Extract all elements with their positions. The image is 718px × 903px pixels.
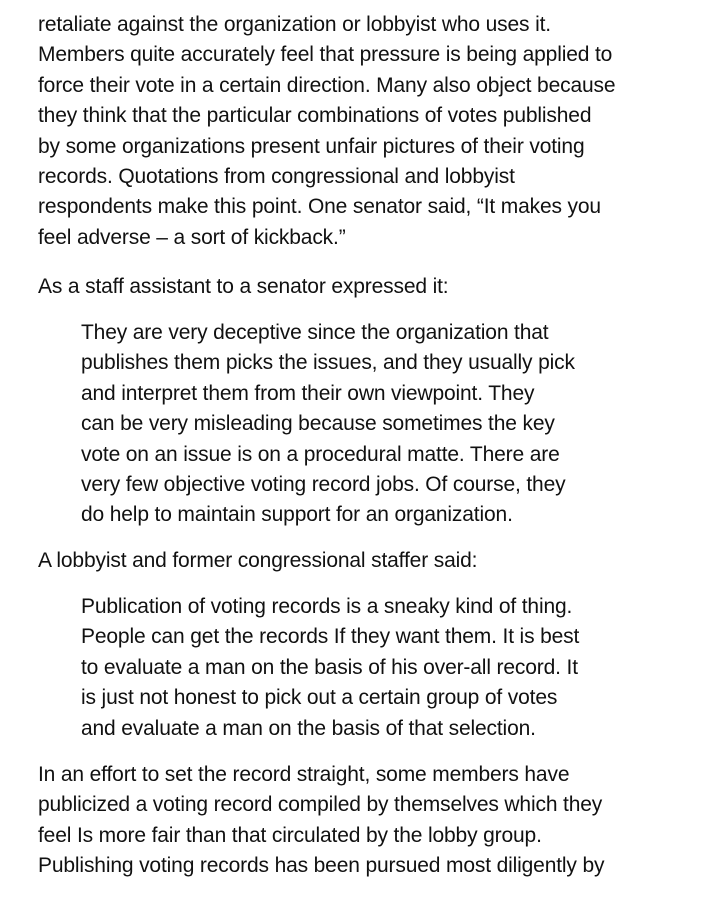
quote-line: People can get the records If they want them. It is best bbox=[81, 625, 580, 649]
quote-line: and evaluate a man on the basis of that selection. bbox=[81, 716, 536, 740]
text-line: Members quite accurately feel that pressure is being applied to bbox=[38, 43, 613, 67]
quote-line: and interpret them from their own viewpoint. They bbox=[81, 381, 535, 405]
quote-line: do help to maintain support for an organization. bbox=[81, 503, 513, 527]
text-line: retaliate against the organization or lobbyist who uses it. bbox=[38, 13, 551, 36]
text-line: As a staff assistant to a senator expressed it: bbox=[38, 275, 449, 298]
quote-line: is just not honest to pick out a certain group of votes bbox=[81, 686, 558, 710]
text-line: feel Is more fair than that circulated by the lobby group. bbox=[38, 823, 542, 847]
body-paragraph-2 bbox=[38, 272, 698, 302]
block-quote-1 bbox=[81, 318, 701, 531]
quote-line: can be very misleading because sometimes the key bbox=[81, 412, 555, 436]
quote-line: Publication of voting records is a sneaky kind of thing. bbox=[81, 595, 573, 618]
quote-line: vote on an issue is on a procedural matte. There are bbox=[81, 442, 560, 466]
text-line: A lobbyist and former congressional staffer said: bbox=[38, 549, 478, 572]
text-line: Publishing voting records has been pursued most diligently by bbox=[38, 854, 605, 878]
body-paragraph-4 bbox=[38, 760, 698, 882]
text-line: they think that the particular combinations of votes published bbox=[38, 104, 592, 128]
body-paragraph-3 bbox=[38, 546, 698, 576]
text-line: In an effort to set the record straight, some members have bbox=[38, 763, 570, 786]
quote-line: publishes them picks the issues, and they usually pick bbox=[81, 351, 575, 375]
text-line: by some organizations present unfair pictures of their voting bbox=[38, 134, 585, 158]
text-line: respondents make this point. One senator said, “It makes you bbox=[38, 195, 601, 219]
quote-line: They are very deceptive since the organization that bbox=[81, 321, 549, 344]
body-paragraph-1 bbox=[38, 10, 698, 253]
quote-line: very few objective voting record jobs. Of course, they bbox=[81, 472, 566, 496]
quote-line: to evaluate a man on the basis of his over-all record. It bbox=[81, 655, 578, 679]
text-line: feel adverse – a sort of kickback.” bbox=[38, 225, 346, 249]
text-line: force their vote in a certain direction. Many also object because bbox=[38, 73, 616, 97]
text-line: publicized a voting record compiled by themselves which they bbox=[38, 793, 603, 817]
text-line: records. Quotations from congressional and lobbyist bbox=[38, 164, 515, 188]
block-quote-2 bbox=[81, 592, 701, 744]
